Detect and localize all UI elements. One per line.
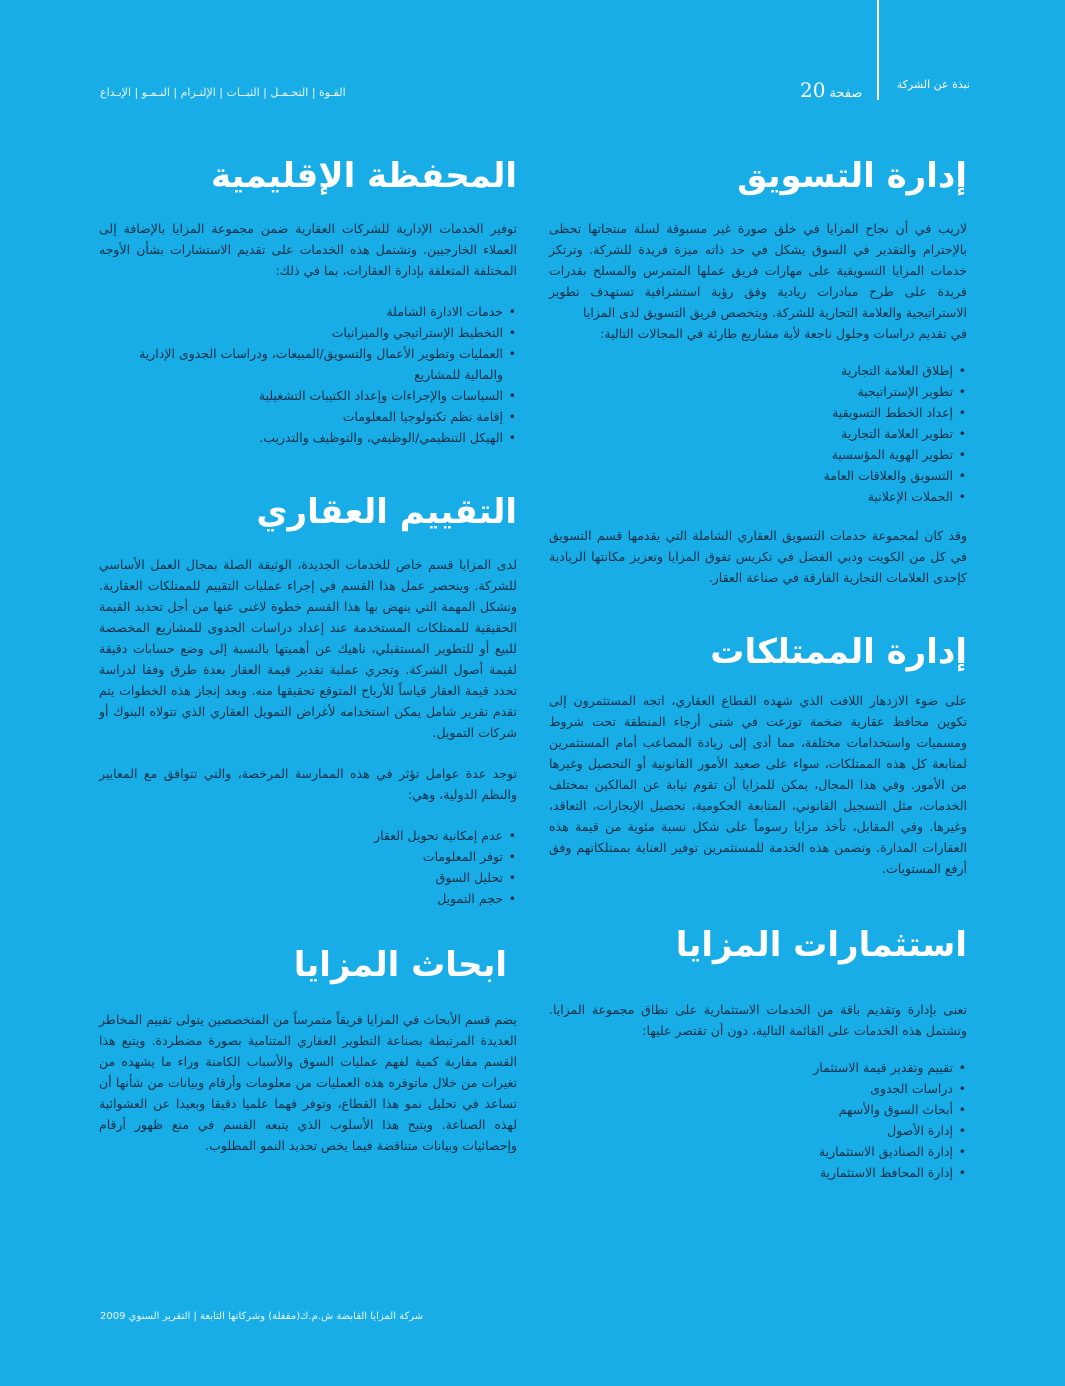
company-values: القـوة | التحـمـل | الثبــات | الإلتـزام | النـمـو | الإبـداع — [100, 86, 346, 99]
marketing-list — [549, 360, 967, 507]
list-item: • التخطيط الإستراتيجي والميزانيات — [99, 322, 503, 343]
property-body: على ضوء الازدهار اللافت الذي شهده القطاع العقاري، اتجه المستثمرون إلى تكوين محافظ عقارية ضخمة توزعت في شتى أرجاء المنطقة تحت شروط ومسميات واستخدامات مختلفة، مما أدى إلى زيادة المصاعب أمام المستثمرين لمتابعة كل هذه الممتلكات، سواء على صعيد الأمور القانونية أو التحصيل وغيرها من الأمور. وفي هذا المجال، يمكن للمزايا أن تقوم نيابة عن المالكين بمختلف الخدمات، مثل التسجيل القانوني، المتابعة الحكومية، تحصيل الإيجارات، التعاقد، وغيرها. وفي المقابل، تأخذ مزايا رسوماً على شكل نسبة مئوية من قيمة هذه العقارات المدارة. وتضمن هذه الخدمة للمستثمرين توفير العناية بممتلكاتهم وفق أرفع المستويات. — [549, 693, 967, 876]
list-item: • التسويق والعلاقات العامة — [549, 465, 953, 486]
regional-title: المحفظة الإقليمية — [210, 156, 517, 196]
list-item: • إدارة المحافظ الاستثمارية — [549, 1162, 953, 1183]
list-item: • أبحاث السوق والأسهم — [549, 1099, 953, 1120]
page-number-block — [800, 78, 862, 102]
investments-intro: تعنى بإدارة وتقديم باقة من الخدمات الاستثمارية على نطاق مجموعة المزايا. وتشتمل هذه الخدمات على القائمة التالية، دون أن تقتصر عليها: — [549, 1002, 967, 1038]
regional-list — [99, 301, 517, 448]
right-column — [549, 150, 967, 1183]
list-item: • تحليل السوق — [99, 867, 503, 888]
list-item: • تطوير العلامة التجارية — [549, 423, 953, 444]
investments-title: استثمارات المزايا — [675, 925, 967, 965]
property-title: إدارة الممتلكات — [710, 632, 967, 672]
marketing-intro: لاريب في أن نجاح المزايا في خلق صورة غير مسبوقة لسلة منتجاتها تحظى بالإحترام والتقدير في السوق يشكل في حد ذاته ميزة فريدة للشركة. وترتكز خدمات المزايا التسويقية على مهارات فريق عملها المتمرس والمسلح بقدرات فريدة على طرح مبادرات ريادية وفق رؤية استشرافية تستهدف تطوير الاستراتيجية والعلامة التجارية للشركة. ويتخصص فريق التسويق لدى المزايا — [549, 221, 967, 320]
list-item: • توفر المعلومات — [99, 846, 503, 867]
research-title: ابحاث المزايا — [293, 945, 507, 985]
investments-section — [549, 919, 967, 1183]
valuation-title: التقييم العقاري — [256, 492, 517, 532]
list-item: • الهيكل التنظيمي/الوظيفي، والتوظيف والتدريب. — [99, 427, 503, 448]
left-column — [99, 150, 517, 1156]
regional-intro: توفير الخدمات الإدارية للشركات العقارية ضمن مجموعة المزايا بالإضافة إلى العملاء الخارجيين. وتشتمل هذه الخدمات على تقديم الاستشارات بشأن الأوجه المختلفة المتعلقة بإدارة العقارات، بما في ذلك: — [99, 221, 517, 278]
list-item: • السياسات والإجراءات وإعداد الكتيبات التشغيلية — [99, 385, 503, 406]
valuation-section — [99, 486, 517, 909]
page-number: 20 — [800, 78, 826, 102]
valuation-factors: توجد عدة عوامل تؤثر في هذه الممارسة المرخصة، والتي تتوافق مع المعايير والنظم الدولية، وهي: — [99, 766, 517, 802]
list-item: • إعداد الخطط التسويقية — [549, 402, 953, 423]
list-item: • تطوير الهوية المؤسسية — [549, 444, 953, 465]
list-item: • خدمات الادارة الشاملة — [99, 301, 503, 322]
valuation-body: لدى المزايا قسم خاص للخدمات الجديدة، الوثيقة الصلة بمجال العمل الأساسي للشركة. وينحصر عمل هذا القسم في إجراء عمليات التقييم للممتلكات العقارية. وتشكل المهمة التي ينهض بها هذا القسم خطوة لاغنى عنها من أجل تحديد القيمة الحقيقية للممتلكات المستخدمة عند إعداد دراسات الجدوى للمشاريع المخصصة للبيع أو للتطوير المستقبلي، ناهيك عن أهميتها بالنسبة إلى وضع حسابات دقيقة لقيمة أصول الشركة. وتجري عملية تقدير قيمة العقار بعدة طرق وفقا لدراسة تحدد قيمة العقار قياساً للأرباح المتوقع تحقيقها منه. وبعد إنجاز هذه الخطوات يتم تقدم تقرير شامل يمكن استخدامه لأغراض التمويل العقاري الذي تتولاه البنوك أو شركات التمويل. — [99, 557, 517, 740]
marketing-section — [549, 150, 967, 588]
marketing-title: إدارة التسويق — [737, 156, 967, 196]
list-item: • العمليات وتطوير الأعمال والتسويق/المبيعات، ودراسات الجدوى الإدارية والمالية للمشاريع — [99, 343, 503, 385]
list-item: • إدارة الصناديق الاستثمارية — [549, 1141, 953, 1162]
list-item: • إقامة نظم تكنولوجيا المعلومات — [99, 406, 503, 427]
research-body: يضم قسم الأبحاث في المزايا فريقاً متمرساً من المتخصصين يتولى تقييم المخاطر العديدة المرتبطة بصناعة التطوير العقاري المتنامية بصورة مضطردة. ويتبع هذا القسم مقاربة كمية لفهم عمليات السوق والأسباب الكامنة وراء ما يشهده من تغيرات من خلال ماتوفره هذه العمليات من معلومات وأرقام وبيانات من شأنها أن تساعد في تحليل نمو هذا القطاع، وتوفر فهما علميا دقيقا وبعيدا عن العشوائية لهذه الصناعة. ويتيح هذا الأسلوب الذي يتبعه القسم في منع ظهور أرقام وإحصائيات وبيانات متناقضة فيما يخص تحديد النمو المطلوب. — [99, 1012, 517, 1153]
list-item: • الحملات الإعلانية — [549, 486, 953, 507]
investments-list — [549, 1057, 967, 1183]
list-item: • تقييم وتقدير قيمة الاستثمار — [549, 1057, 953, 1078]
page-label: صفحة — [829, 86, 863, 101]
list-item: • عدم إمكانية تحويل العقار — [99, 825, 503, 846]
regional-section — [99, 150, 517, 448]
marketing-intro2: في تقديم دراسات وحلول ناجعة لأية مشاريع طارئة في المجالات التالية: — [600, 326, 967, 341]
property-section — [549, 626, 967, 879]
section-label: نبذة عن الشركة — [896, 78, 970, 91]
header-divider-line — [877, 0, 879, 100]
research-section — [99, 939, 517, 1156]
list-item: • إطلاق العلامة التجارية — [549, 360, 953, 381]
footer-text: شركة المزايا القابضة ش.م.ك(مقفلة) وشركاتها التابعة | التقرير السنوي 2009 — [100, 1311, 424, 1322]
list-item: • حجم التمويل — [99, 888, 503, 909]
list-item: • دراسات الجدوى — [549, 1078, 953, 1099]
marketing-closing: وقد كان لمجموعة خدمات التسويق العقاري الشاملة التي يقدمها قسم التسويق في كل من الكويت ودبي الفضل في تكريس تفوق المزايا وتعزيز مكانتها الريادية كإحدى العلامات التجارية الفارقة في صناعة العقار. — [549, 528, 967, 585]
valuation-list — [99, 825, 517, 909]
list-item: • تطوير الإستراتيجية — [549, 381, 953, 402]
list-item: • إدارة الأصول — [549, 1120, 953, 1141]
